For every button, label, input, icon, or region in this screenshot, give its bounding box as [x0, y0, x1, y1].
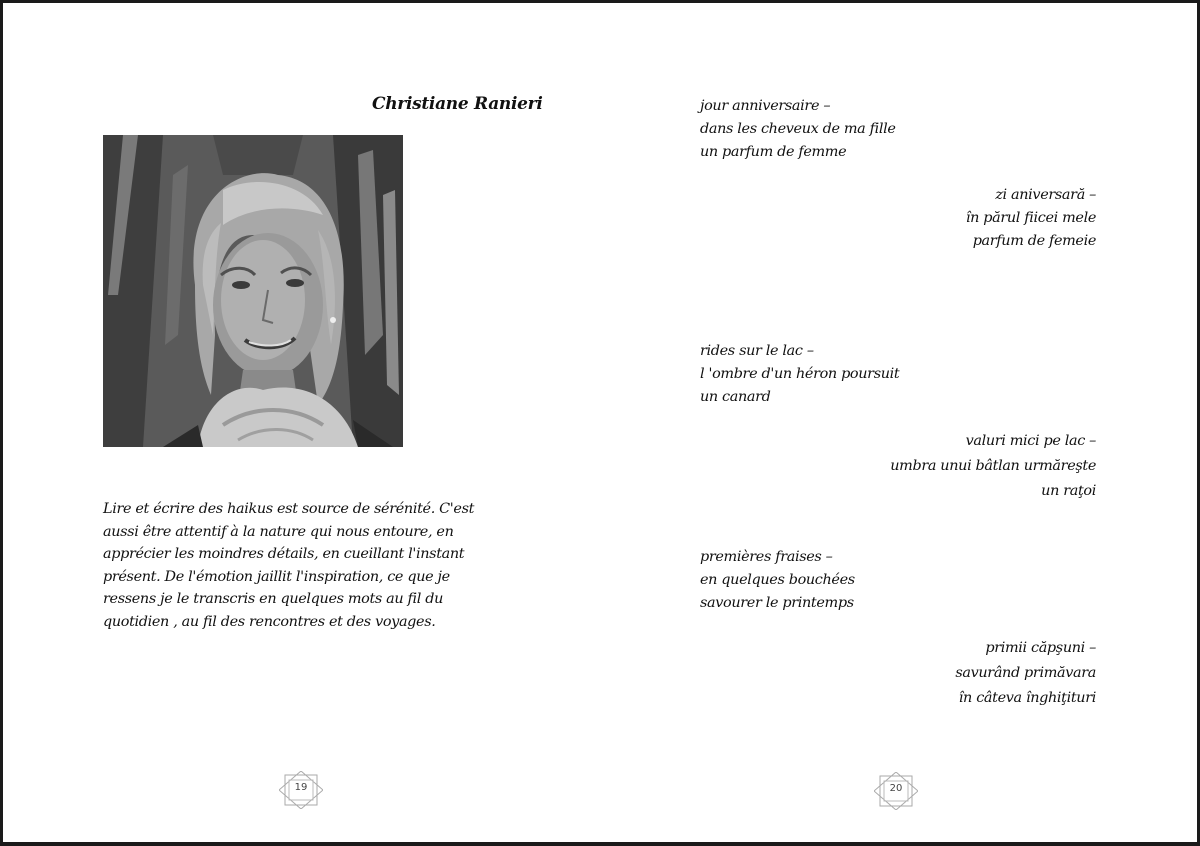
haiku-line: valuri mici pe lac – [965, 433, 1096, 449]
haiku-line: savourer le printemps [700, 595, 854, 611]
haiku-line: primii căpşuni – [985, 640, 1096, 656]
haiku-line: un raţoi [1041, 483, 1096, 499]
bio-line: quotidien , au fil des rencontres et des voyages. [103, 613, 436, 630]
haiku-line: un parfum de femme [700, 144, 847, 160]
author-bio [103, 498, 483, 633]
page-number-badge [874, 772, 918, 810]
haiku-line: un canard [700, 389, 771, 405]
portrait-image [103, 135, 403, 447]
haiku-line: umbra unui bâtlan urmăreşte [890, 458, 1096, 474]
right-page [600, 0, 1200, 846]
haiku-line: rides sur le lac – [700, 343, 814, 359]
haiku-romanian-2 [890, 429, 1096, 504]
page-number-badge [279, 771, 323, 809]
haiku-line: în câteva înghiţituri [958, 690, 1096, 706]
bio-line: présent. De l'émotion jaillit l'inspiration, ce que je [103, 568, 450, 585]
author-portrait [103, 135, 403, 447]
haiku-line: premières fraises – [700, 549, 833, 565]
haiku-french-2 [700, 340, 899, 409]
haiku-line: en quelques bouchées [700, 572, 855, 588]
haiku-french-3 [700, 546, 855, 615]
haiku-line: dans les cheveux de ma fille [700, 121, 896, 137]
bio-line: Lire et écrire des haikus est source de sérénité. C'est [103, 501, 475, 517]
haiku-french-1 [700, 95, 896, 164]
haiku-romanian-1 [966, 184, 1096, 253]
haiku-line: savurând primăvara [955, 665, 1096, 681]
page-number: 20 [889, 783, 903, 794]
haiku-line: zi aniversară – [995, 187, 1096, 203]
haiku-line: l 'ombre d'un héron poursuit [700, 366, 900, 382]
haiku-line: în părul fiicei mele [965, 210, 1096, 226]
bio-line: ressens je le transcris en quelques mots au fil du [103, 591, 444, 607]
haiku-line: parfum de femeie [972, 233, 1096, 249]
haiku-line: jour anniversaire – [700, 98, 831, 114]
page-number: 19 [294, 782, 308, 793]
author-name: Christiane Ranieri [372, 94, 543, 114]
bio-line: apprécier les moindres détails, en cueillant l'instant [103, 546, 465, 562]
bio-line: aussi être attentif à la nature qui nous entoure, en [103, 523, 454, 540]
haiku-romanian-3 [955, 636, 1096, 711]
